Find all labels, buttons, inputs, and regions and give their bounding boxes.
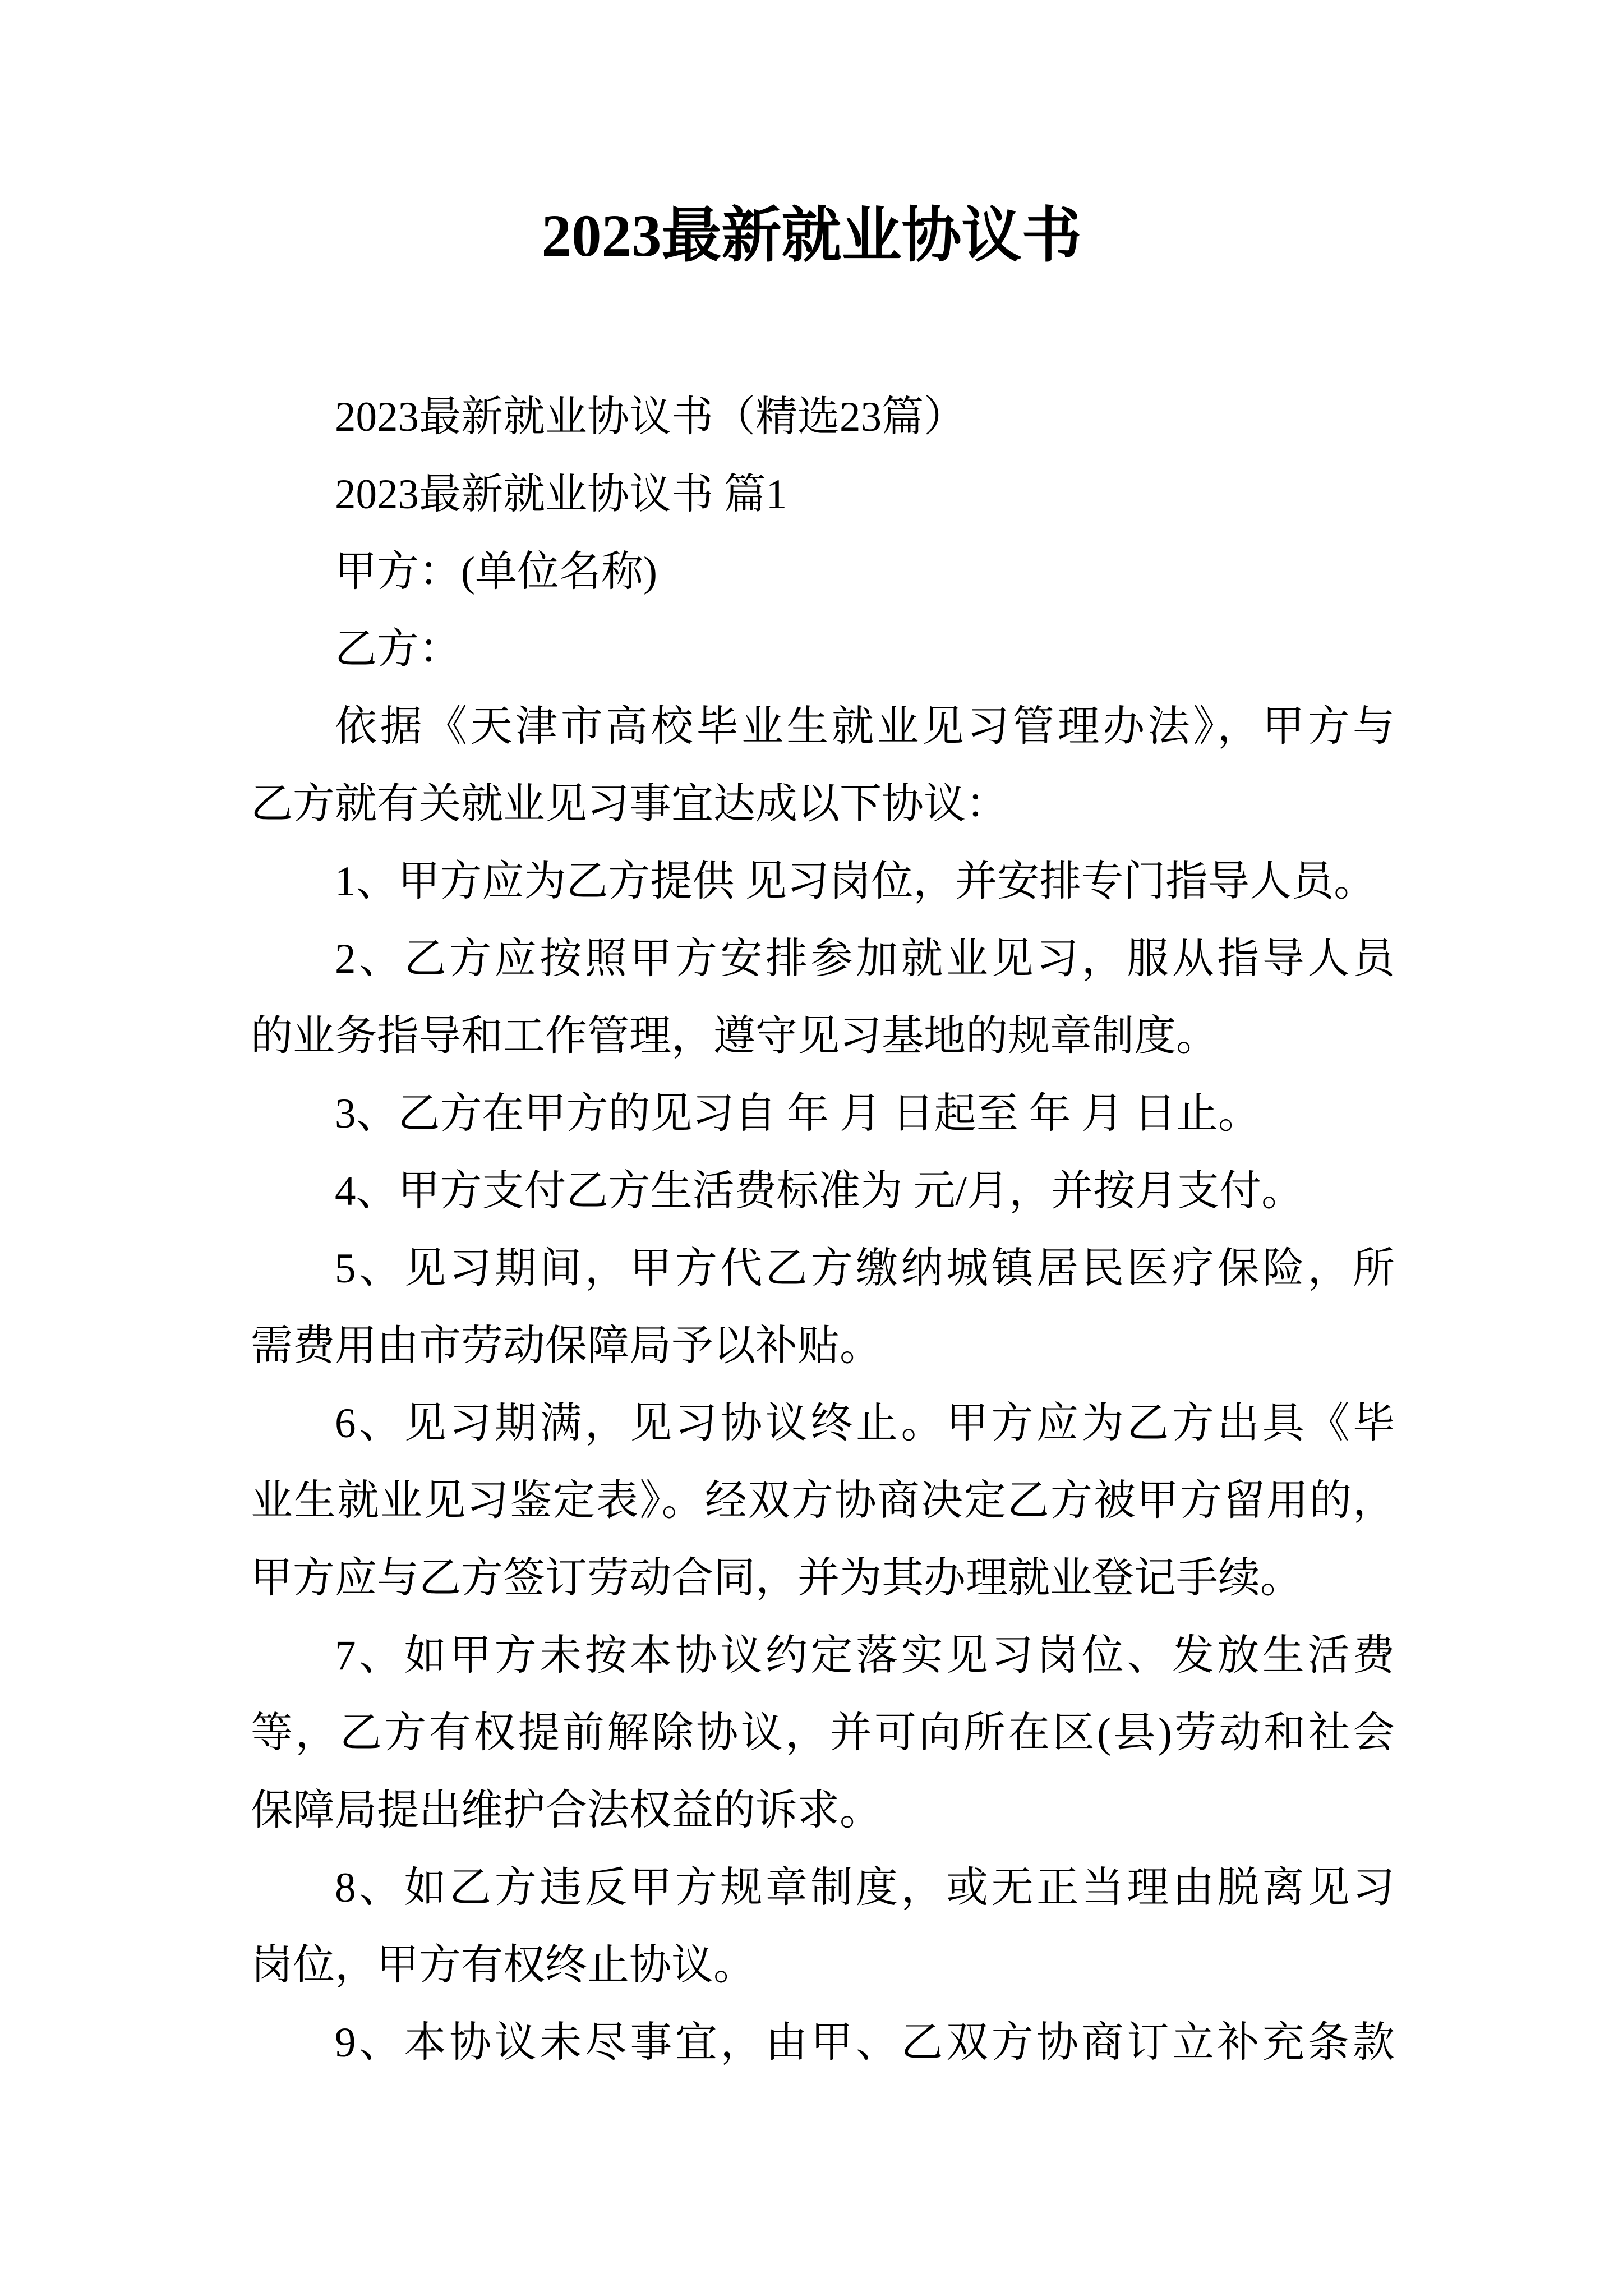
clause-3 — [251, 1075, 1395, 1153]
clause-4 — [251, 1153, 1395, 1230]
paragraph-line: 依据《天津市高校毕业生就业见习管理办法》，甲方与 — [335, 703, 1395, 750]
paragraph-line: 甲方应与乙方签订劳动合同，并为其办理就业登记手续。 — [251, 1555, 1303, 1602]
paragraph-line: 需费用由市劳动保障局予以补贴。 — [251, 1323, 882, 1369]
paragraph-line: 9、本协议未尽事宜，由甲、乙双方协商订立补充条款 — [335, 2019, 1395, 2066]
paragraph-line: 1、甲方应为乙方提供 见习岗位，并安排专门指导人员。 — [335, 858, 1376, 905]
paragraph-line: 业生就业见习鉴定表》。经双方协商决定乙方被甲方留用的， — [251, 1478, 1395, 1524]
paragraph-line: 乙方就有关就业见习事宜达成以下协议： — [251, 781, 1008, 827]
clause-7 — [251, 1617, 1395, 1849]
collection-title: 2023最新就业协议书（精选23篇） — [335, 394, 966, 440]
document-body — [251, 379, 1395, 2082]
clause-2 — [251, 921, 1395, 1075]
paragraph-line: 岗位，甲方有权终止协议。 — [251, 1942, 756, 1989]
paragraph-line: 7、如甲方未按本协议约定落实见习岗位、发放生活费 — [335, 1632, 1395, 1679]
clause-8 — [251, 1849, 1395, 2004]
article-heading: 2023最新就业协议书 篇1 — [335, 471, 787, 518]
paragraph-line: 8、如乙方违反甲方规章制度，或无正当理由脱离见习 — [335, 1865, 1395, 1911]
paragraph-preamble — [251, 688, 1395, 843]
clause-9 — [251, 2004, 1395, 2082]
paragraph-line: 5、见习期间，甲方代乙方缴纳城镇居民医疗保险，所 — [335, 1245, 1395, 1292]
party-b-field: 乙方： — [335, 626, 462, 673]
paragraph-line: 6、见习期满，见习协议终止。甲方应为乙方出具《毕 — [335, 1400, 1395, 1447]
clause-6 — [251, 1385, 1395, 1617]
clause-1 — [251, 843, 1395, 921]
paragraph-line: 保障局提出维护合法权益的诉求。 — [251, 1787, 882, 1834]
paragraph-line: 的业务指导和工作管理，遵守见习基地的规章制度。 — [251, 1013, 1219, 1060]
paragraph-line: 3、乙方在甲方的见习自 年 月 日起至 年 月 日止。 — [335, 1091, 1261, 1137]
page-title: 2023最新就业协议书 — [541, 203, 1082, 269]
clause-5 — [251, 1230, 1395, 1385]
party-a-field: 甲方：(单位名称) — [335, 549, 657, 595]
paragraph-line: 2、乙方应按照甲方安排参加就业见习，服从指导人员 — [335, 936, 1395, 982]
paragraph-line: 4、甲方支付乙方生活费标准为 元/月，并按月支付。 — [335, 1168, 1304, 1214]
paragraph-line: 等，乙方有权提前解除协议，并可向所在区(县)劳动和社会 — [251, 1710, 1395, 1756]
